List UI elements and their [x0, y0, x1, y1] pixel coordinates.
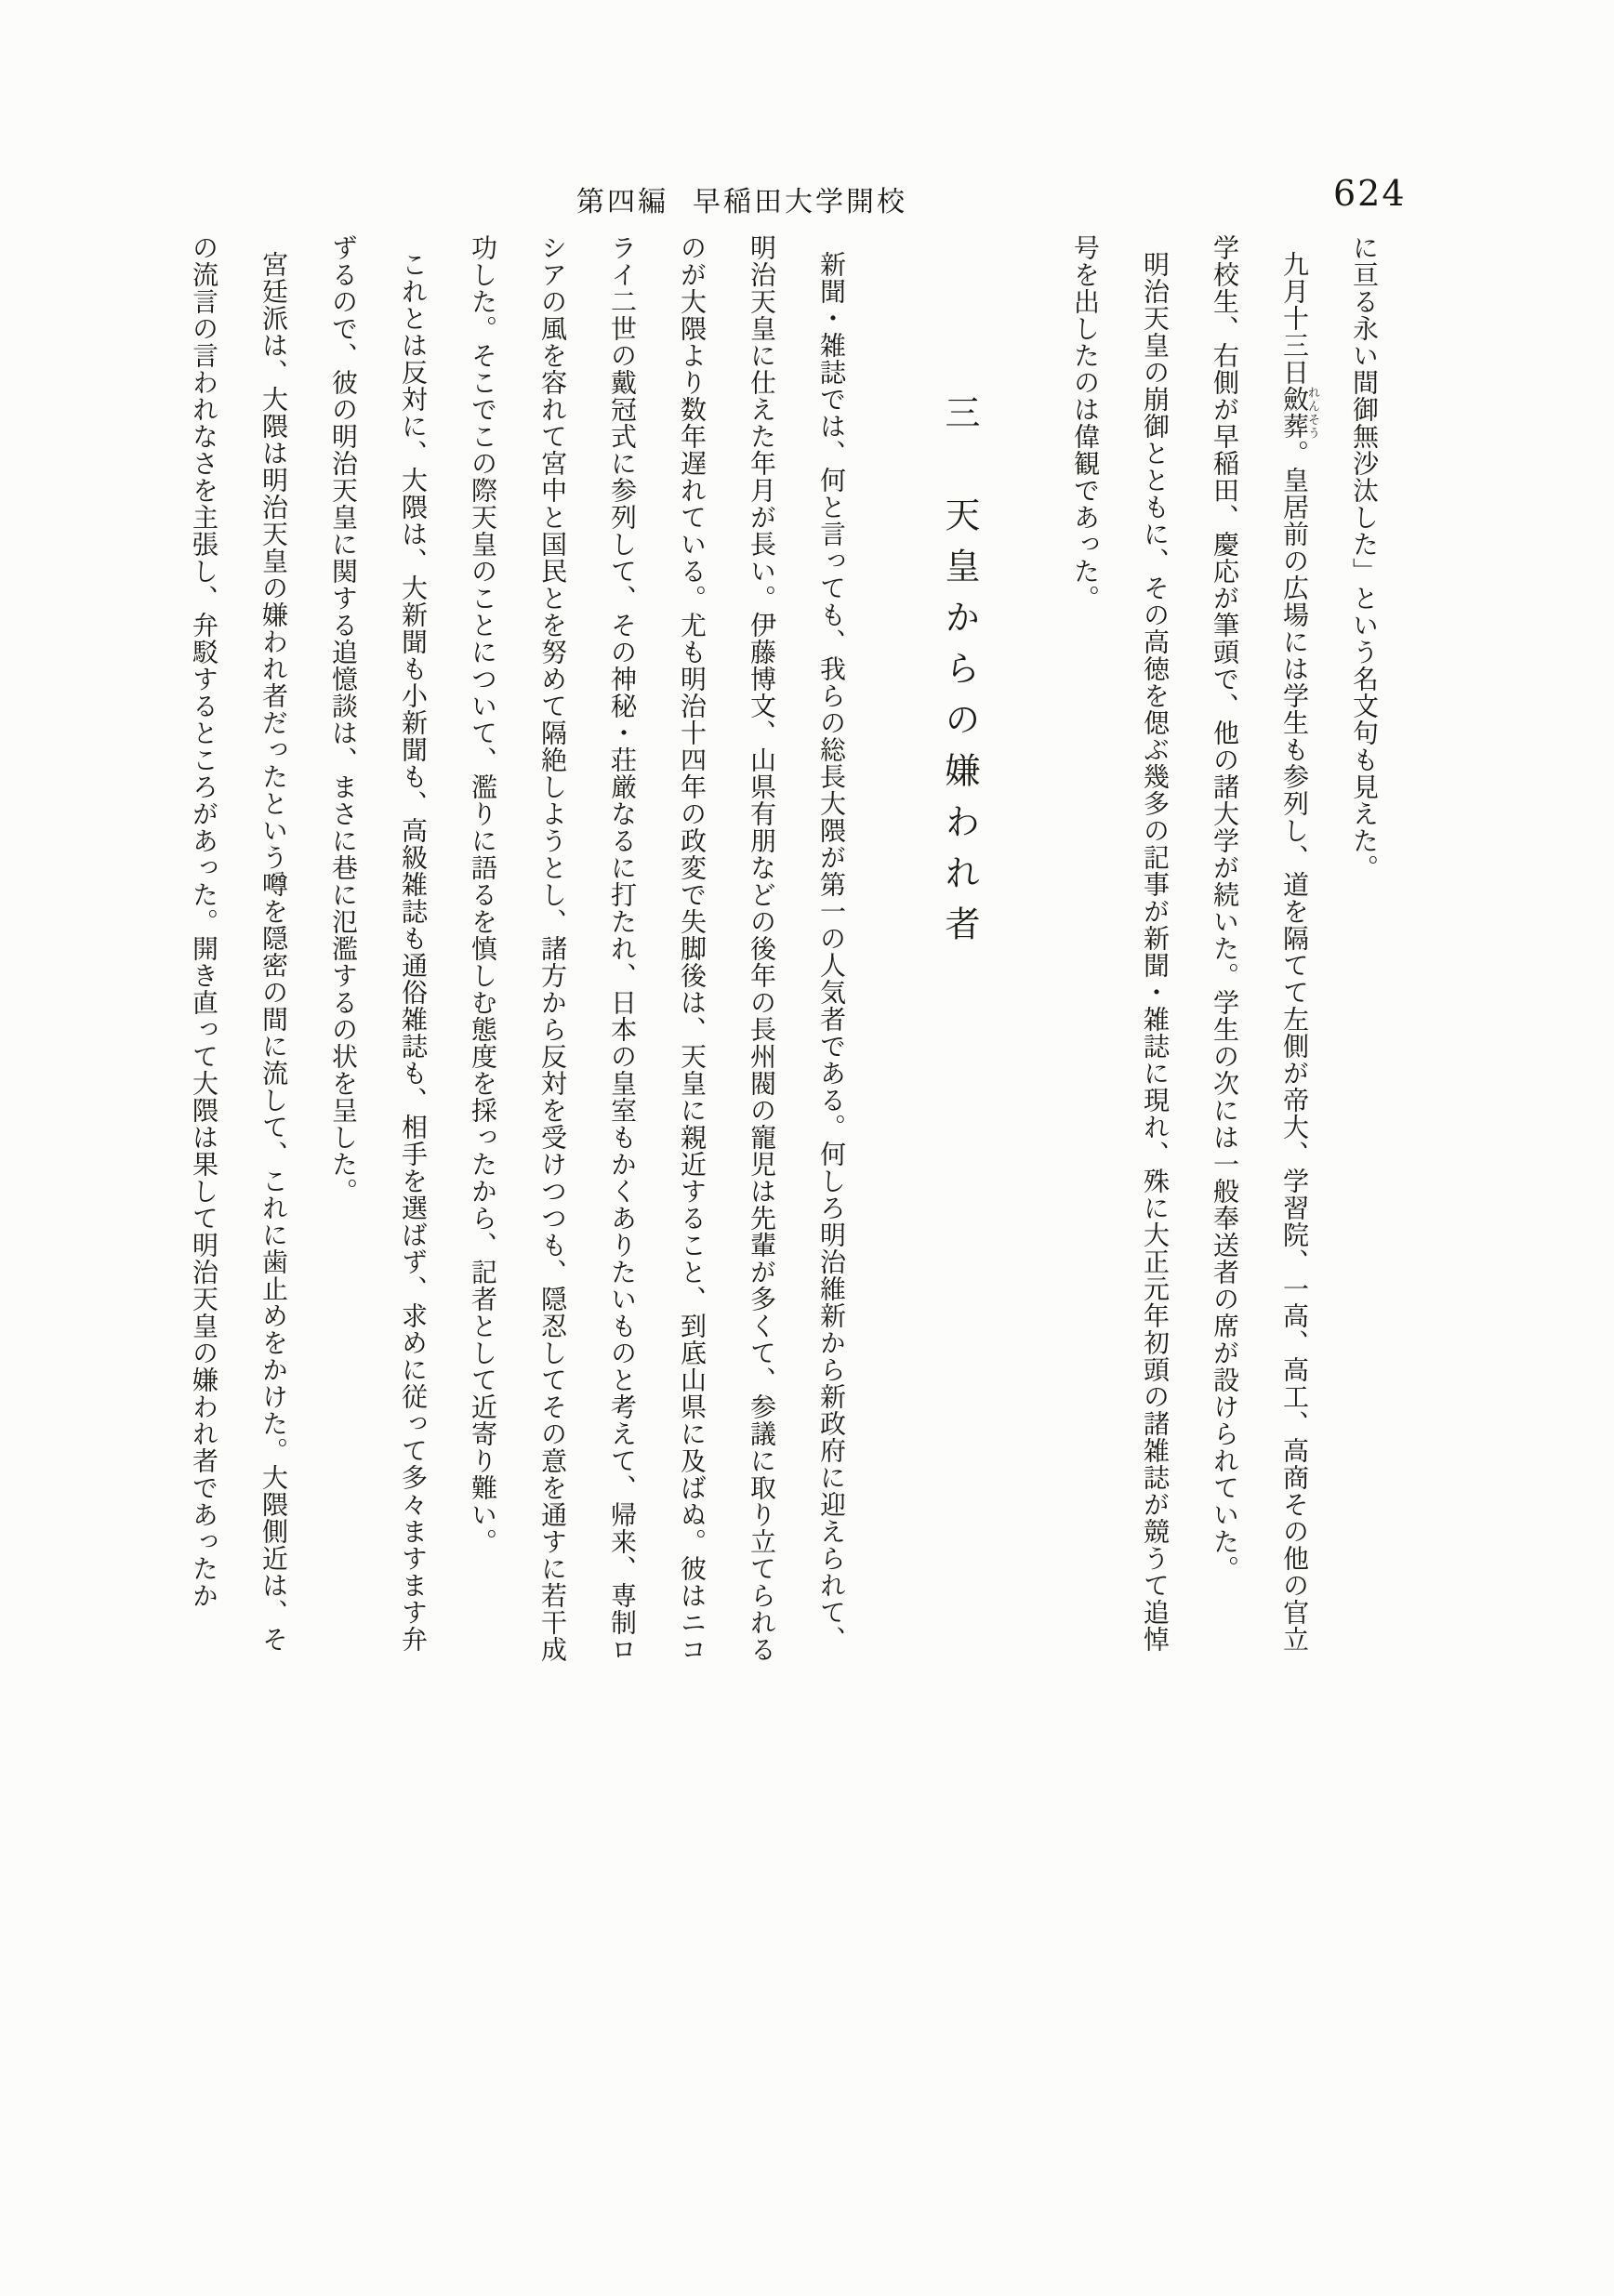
page-number: 624	[1333, 173, 1407, 214]
paragraph-continuation: に亘る永い間御無沙汰した」という名文句も見えた。	[1349, 234, 1378, 881]
paragraph-funeral-rest: 。皇居前の広場には学生も参列し、道を隔てて左側が帝大、学習院、一高、高工、高商その他の官立学校生、右側が早稲田、慶応が筆頭で、他の諸大学が続いた。学生の次には一般奉送者の席が設けられていた。	[1210, 234, 1308, 1653]
furigana-group	[1279, 386, 1320, 440]
paragraph-okuma-talks: これとは反対に、大隈は、大新聞も小新聞も、高級雑誌も通俗雑誌も、相手を選ばず、求めに従って多々ますます弁ずるので、彼の明治天皇に関する追憶談は、まさに巷に氾濫するの状を呈した。	[328, 234, 427, 1653]
paragraph-memorial-issues: 明治天皇の崩御とともに、その高徳を偲ぶ幾多の記事が新聞・雑誌に現れ、殊に大正元年初頭の諸雑誌が競うて追悼号を出したのは偉観であった。	[1070, 234, 1169, 1653]
furigana-reading: れんそう	[1306, 386, 1320, 440]
running-head	[0, 173, 1614, 218]
paragraph-funeral-lead: 九月十三日	[1279, 251, 1308, 386]
main-text	[168, 234, 1398, 1668]
chapter-number: 第四編	[576, 187, 668, 218]
chapter-heading	[576, 178, 907, 219]
paragraph-court-rumor: 宮廷派は、大隈は明治天皇の嫌われ者だったという噂を隠密の間に流して、これに歯止めをかけた。大隈側近は、その流言の言われなさを主張し、弁駁するところがあった。開き直って大隈は果して明治天皇の嫌われ者であったか	[189, 234, 287, 1653]
furigana-base: 斂葬	[1279, 386, 1308, 440]
section-heading: 三 天皇からの嫌われ者	[939, 394, 978, 957]
paragraph-okuma-popularity: 新聞・雑誌では、何と言っても、我らの総長大隈が第一の人気者である。何しろ明治維新から新政府に迎えられて、明治天皇に仕えた年月が長い。伊藤博文、山県有朋などの後年の長州閥の寵児は先輩が多くて、参議に取り立てられるのが大隈より数年遅れている。尤も明治十四年の政変で失脚後は、天皇に親近すること、到底山県に及ばぬ。彼はニコライ二世の戴冠式に参列して、その神秘・荘厳なるに打たれ、日本の皇室もかくありたいものと考えて、帰来、専制ロシアの風を容れて宮中と国民とを努めて隔絶しようとし、諸方から反対を受けつつも、隠忍してその意を通すに若干成功した。そこでこの際天皇のことについて、濫りに語るを慎しむ態度を採ったから、記者として近寄り難い。	[468, 234, 845, 1663]
chapter-title: 早稲田大学開校	[693, 187, 907, 218]
paragraph-funeral	[1189, 234, 1329, 1668]
